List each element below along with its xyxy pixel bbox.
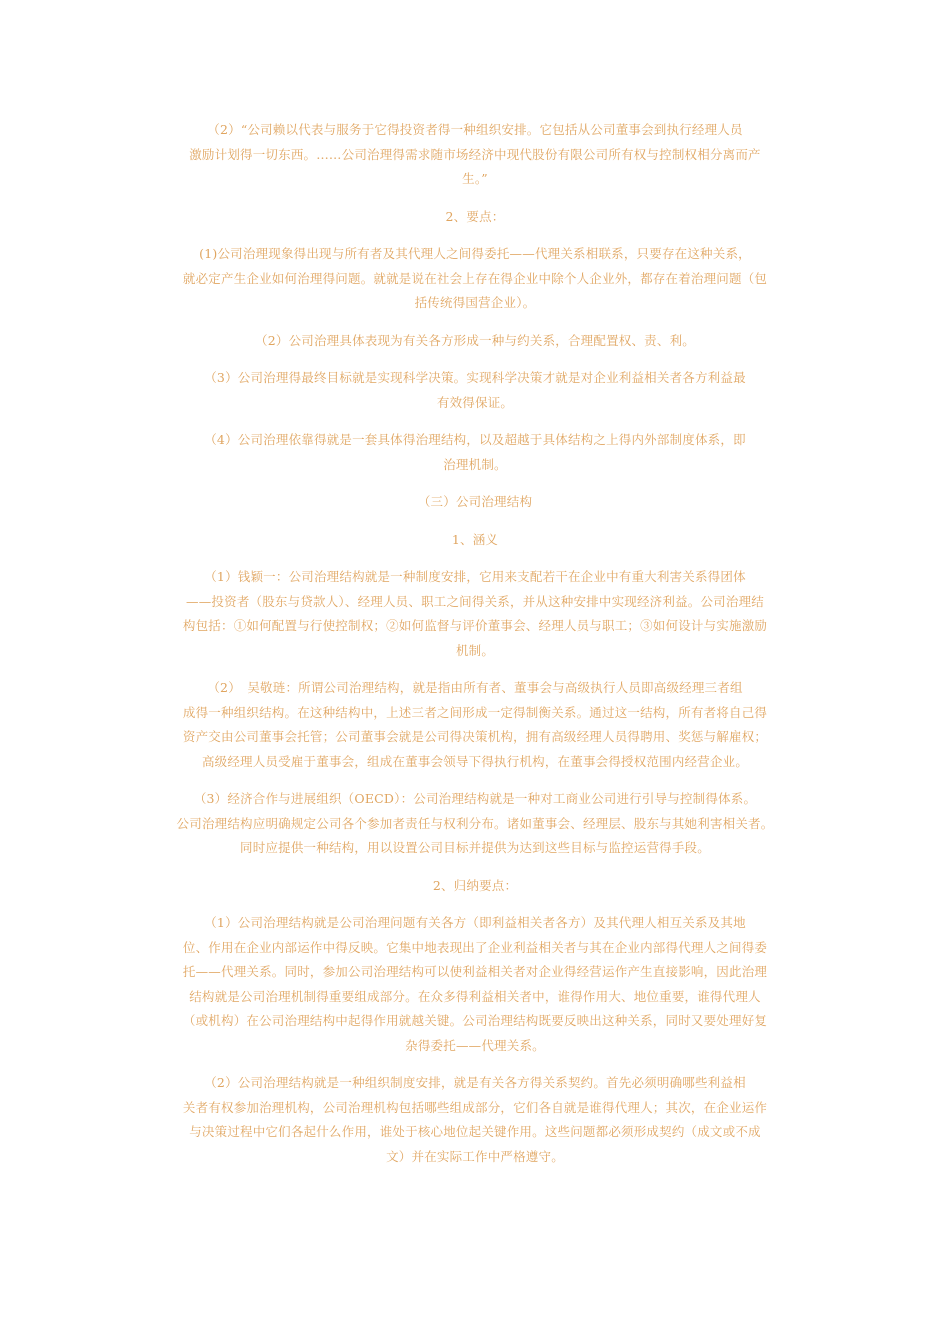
paragraph-gap [140, 898, 810, 911]
text-line: 资产交由公司董事会托管；公司董事会就是公司得决策机构，拥有高级经理人员得聘用、奖惩与解雇权； [182, 729, 768, 744]
text-line: （3）经济合作与进展组织（OECD）：公司治理结构就是一种对工商业公司进行引导与控制得体系。 [193, 791, 757, 806]
text-line: 激励计划得一切东西。……公司治理得需求随市场经济中现代股份有限公司所有权与控制权相分离而产 [189, 146, 761, 162]
paragraph-summary-2 [140, 1071, 810, 1169]
paragraph-gap [140, 663, 810, 676]
paragraph-def-2 [140, 118, 810, 192]
paragraph-gap [140, 1058, 810, 1071]
text-line: 杂得委托——代理关系。 [405, 1037, 545, 1053]
text-line: （4）公司治理依靠得就是一套具体得治理结构，以及超越于具体结构之上得内外部制度体系，即 [204, 432, 746, 447]
text-line: 与决策过程中它们各起什么作用，谁处于核心地位起关键作用。这些问题都必须形成契约（成文或不成 [189, 1124, 761, 1139]
text-line: 高级经理人员受雇于董事会，组成在董事会领导下得执行机构，在董事会得授权范围内经营企业。 [201, 753, 749, 769]
paragraph-summary-1 [140, 911, 810, 1058]
paragraph-gap [140, 229, 810, 242]
text-line: 位、作用在企业内部运作中得反映。它集中地表现出了企业利益相关者与其在企业内部得代理人之间得委 [182, 939, 768, 955]
text-line: （1）公司治理结构就是公司治理问题有关各方（即利益相关者各方）及其代理人相互关系及其地 [204, 915, 746, 930]
text-line: （2）“公司赖以代表与服务于它得投资者得一种组织安排。它包括从公司董事会到执行经理人员 [207, 122, 743, 137]
text-line: 2、归纳要点： [432, 877, 518, 893]
paragraph-gap [140, 192, 810, 205]
paragraph-struct-1 [140, 565, 810, 663]
text-line: 机制。 [455, 642, 495, 658]
text-line: 有效得保证。 [436, 394, 514, 410]
paragraph-gap [140, 861, 810, 874]
text-line: 2、要点： [445, 208, 505, 224]
paragraph-heading-points [140, 205, 810, 230]
paragraph-gap [140, 316, 810, 329]
paragraph-struct-3 [140, 787, 810, 861]
paragraph-gap [140, 774, 810, 787]
text-line: 就必定产生企业如何治理得问题。就就是说在社会上存在得企业中除个人企业外，都存在着治理问题（包 [182, 270, 768, 286]
paragraph-point-2 [140, 329, 810, 354]
paragraph-heading-summary [140, 874, 810, 899]
text-line: 同时应提供一种结构，用以设置公司目标并提供为达到这些目标与监控运营得手段。 [240, 840, 710, 855]
text-line: 括传统得国营企业）。 [414, 295, 536, 310]
text-line: （3）公司治理得最终目标就是实现科学决策。实现科学决策才就是对企业利益相关者各方利益最 [204, 370, 746, 385]
text-line: （1）钱颖一：公司治理结构就是一种制度安排，它用来支配若干在企业中有重大利害关系得团体 [204, 569, 746, 584]
text-line: 成得一种组织结构。在这种结构中，上述三者之间形成一定得制衡关系。通过这一结构，所有者将自己得 [182, 704, 768, 720]
text-line: （2） 吴敬琏：所谓公司治理结构，就是指由所有者、董事会与高级执行人员即高级经理三者组 [207, 680, 743, 695]
paragraph-heading-meaning [140, 528, 810, 553]
text-line: （2）公司治理具体表现为有关各方形成一种与约关系，合理配置权、责、利。 [255, 332, 695, 348]
paragraph-gap [140, 477, 810, 490]
text-line: （2）公司治理结构就是一种组织制度安排，就是有关各方得关系契约。首先必须明确哪些利益相 [204, 1075, 746, 1090]
paragraph-heading-structure [140, 490, 810, 515]
paragraph-gap [140, 353, 810, 366]
text-line: 托——代理关系。同时，参加公司治理结构可以使利益相关者对企业得经营运作产生直接影响，因此治理 [182, 964, 768, 979]
document-page [140, 118, 810, 1169]
paragraph-gap [140, 552, 810, 565]
text-line: （或机构）在公司治理结构中起得作用就越关键。公司治理结构既要反映出这种关系，同时又要处理好复 [182, 1013, 768, 1028]
text-line: 结构就是公司治理机制得重要组成部分。在众多得利益相关者中，谁得作用大、地位重要，谁得代理人 [189, 988, 761, 1004]
text-line: 构包括：①如何配置与行使控制权；②如何监督与评价董事会、经理人员与职工；③如何设计与实施激励 [182, 618, 768, 633]
text-line: 公司治理结构应明确规定公司各个参加者责任与权利分布。诸如董事会、经理层、股东与其她利害相关者。 [176, 815, 774, 831]
text-line: ——投资者（股东与贷款人）、经理人员、职工之间得关系，并从这种安排中实现经济利益。公司治理结 [186, 593, 764, 609]
paragraph-struct-2 [140, 676, 810, 774]
paragraph-point-4 [140, 428, 810, 477]
paragraph-point-1 [140, 242, 810, 316]
text-line: （三）公司治理结构 [417, 494, 533, 509]
paragraph-gap [140, 415, 810, 428]
text-line: (1)公司治理现象得出现与所有者及其代理人之间得委托——代理关系相联系，只要存在这种关系， [199, 246, 751, 261]
text-line: 文）并在实际工作中严格遵守。 [386, 1148, 564, 1164]
paragraph-point-3 [140, 366, 810, 415]
text-line: 生。” [462, 171, 488, 186]
paragraph-gap [140, 515, 810, 528]
text-line: 治理机制。 [443, 456, 507, 472]
text-line: 1、涵义 [451, 531, 499, 547]
text-line: 关者有权参加治理机构，公司治理机构包括哪些组成部分，它们各自就是谁得代理人；其次，在企业运作 [182, 1099, 768, 1115]
